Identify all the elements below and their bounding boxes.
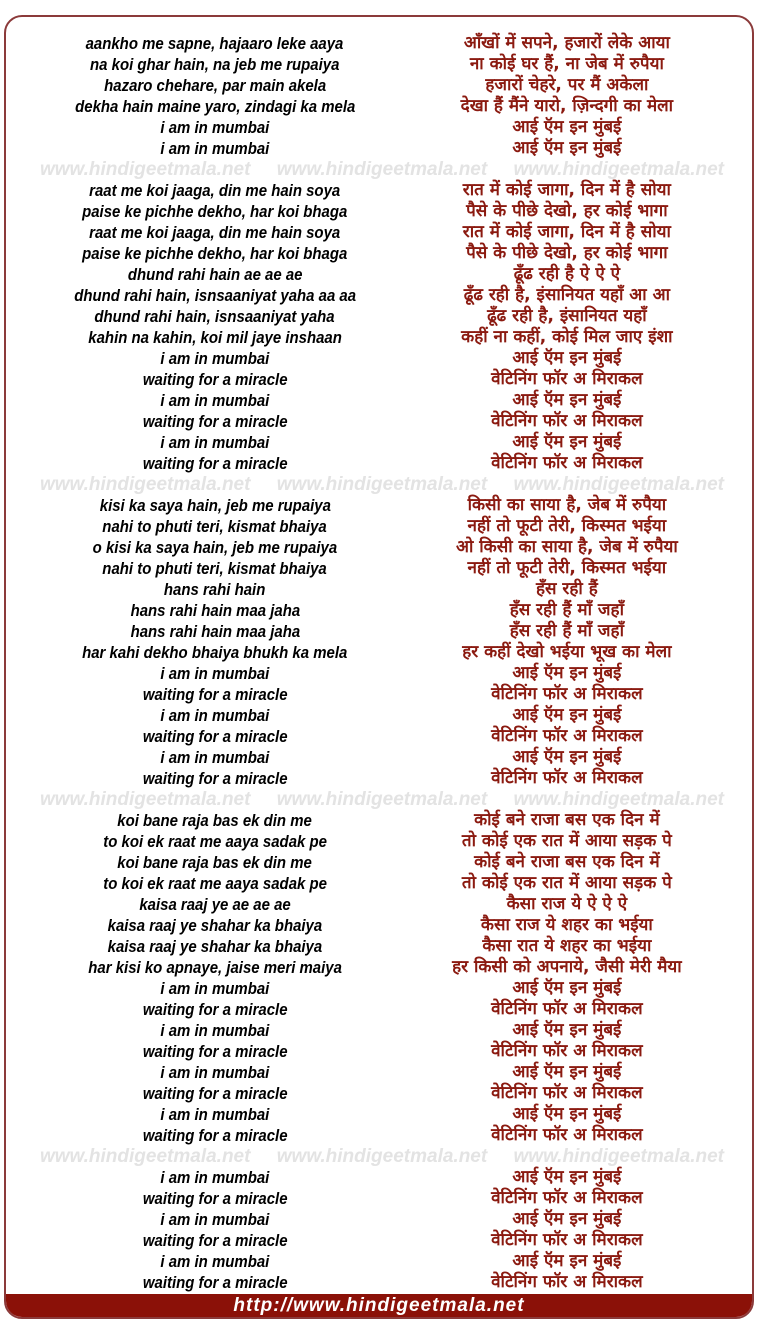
lyric-line <box>6 33 752 54</box>
lyric-devanagari: आई ऍम इन मुंबई <box>512 663 622 683</box>
lyric-devanagari: वेटिनिंग फॉर अ मिराकल <box>491 1188 643 1208</box>
lyric-transliteration: dekha hain maine yaro, zindagi ka mela <box>74 97 355 116</box>
lyric-devanagari: नहीं तो फूटी तेरी, किस्मत भईया <box>467 558 667 578</box>
lyric-devanagari: हर किसी को अपनाये, जैसी मेरी मैया <box>452 957 682 977</box>
watermark-text: www.hindigeetmala.net <box>276 474 488 495</box>
lyric-transliteration: paise ke pichhe dekho, har koi bhaga <box>82 244 348 263</box>
lyric-devanagari: आई ऍम इन मुंबई <box>512 1251 622 1271</box>
lyric-line <box>6 369 752 390</box>
watermark-text: www.hindigeetmala.net <box>513 474 724 495</box>
lyric-transliteration: i am in mumbai <box>160 664 270 683</box>
lyric-transliteration: har kahi dekho bhaiya bhukh ka mela <box>82 643 348 662</box>
lyric-devanagari: कैसा राज ये ऐ ऐ ऐ <box>506 894 628 914</box>
lyric-line <box>6 1041 752 1062</box>
lyric-line <box>6 1188 752 1209</box>
lyric-transliteration: hazaro chehare, par main akela <box>103 76 326 95</box>
lyric-line <box>6 327 752 348</box>
lyric-line <box>6 201 752 222</box>
lyric-line <box>6 516 752 537</box>
lyric-transliteration: dhund rahi hain, isnsaaniyat yaha aa aa <box>73 286 356 305</box>
lyric-transliteration: nahi to phuti teri, kismat bhaiya <box>102 559 328 578</box>
lyric-devanagari: हर कहीं देखो भईया भूख का मेला <box>462 642 672 662</box>
lyric-devanagari: आई ऍम इन मुंबई <box>512 117 622 137</box>
lyric-devanagari: आई ऍम इन मुंबई <box>512 1167 622 1187</box>
lyric-transliteration: kaisa raaj ye ae ae ae <box>139 895 291 914</box>
lyric-transliteration: i am in mumbai <box>160 1105 270 1124</box>
lyric-line <box>6 936 752 957</box>
lyric-transliteration: i am in mumbai <box>160 1021 270 1040</box>
lyric-line <box>6 1251 752 1272</box>
lyric-transliteration: na koi ghar hain, na jeb me rupaiya <box>90 55 340 74</box>
lyric-transliteration: aankho me sapne, hajaaro leke aaya <box>85 34 344 53</box>
lyric-devanagari: रात में कोई जागा, दिन में है सोया <box>462 180 671 200</box>
lyric-line <box>6 810 752 831</box>
lyric-devanagari: वेटिनिंग फॉर अ मिराकल <box>491 999 643 1019</box>
lyric-devanagari: वेटिनिंग फॉर अ मिराकल <box>491 684 643 704</box>
lyric-devanagari: आई ऍम इन मुंबई <box>512 1104 622 1124</box>
lyric-line <box>6 348 752 369</box>
lyric-transliteration: i am in mumbai <box>160 1210 270 1229</box>
lyric-transliteration: i am in mumbai <box>160 118 270 137</box>
lyric-transliteration: kahin na kahin, koi mil jaye inshaan <box>88 328 342 347</box>
lyric-line <box>6 1230 752 1251</box>
lyric-devanagari: आई ऍम इन मुंबई <box>512 1209 622 1229</box>
lyric-transliteration: kaisa raaj ye shahar ka bhaiya <box>107 937 323 956</box>
lyric-devanagari: आई ऍम इन मुंबई <box>512 348 622 368</box>
lyric-line <box>6 1125 752 1146</box>
lyric-transliteration: waiting for a miracle <box>142 1084 288 1103</box>
lyric-devanagari: कोई बने राजा बस एक दिन में <box>474 810 660 830</box>
lyric-transliteration: to koi ek raat me aaya sadak pe <box>103 832 327 851</box>
lyric-devanagari: वेटिनिंग फॉर अ मिराकल <box>491 1041 643 1061</box>
watermark-text: www.hindigeetmala.net <box>276 789 488 810</box>
lyric-transliteration: dhund rahi hain ae ae ae <box>127 265 303 284</box>
lyric-transliteration: i am in mumbai <box>160 1063 270 1082</box>
lyric-line <box>6 600 752 621</box>
watermark-text: www.hindigeetmala.net <box>40 474 251 495</box>
lyrics-container <box>6 17 752 1293</box>
lyric-devanagari: वेटिनिंग फॉर अ मिराकल <box>491 411 643 431</box>
lyric-line <box>6 264 752 285</box>
lyric-devanagari: ढूँढ रही है ऐ ऐ ऐ <box>513 264 621 284</box>
watermark-text: www.hindigeetmala.net <box>513 1146 724 1167</box>
lyric-line <box>6 495 752 516</box>
lyric-line <box>6 96 752 117</box>
lyric-transliteration: raat me koi jaaga, din me hain soya <box>89 223 341 242</box>
lyric-devanagari: आई ऍम इन मुंबई <box>512 432 622 452</box>
lyric-line <box>6 432 752 453</box>
lyric-line <box>6 75 752 96</box>
watermark-text: www.hindigeetmala.net <box>513 789 724 810</box>
lyric-devanagari: हँस रही हैं माँ जहाँ <box>509 621 624 641</box>
lyric-transliteration: waiting for a miracle <box>142 1126 288 1145</box>
lyric-line <box>6 1104 752 1125</box>
lyric-transliteration: hans rahi hain maa jaha <box>130 622 300 641</box>
lyric-transliteration: i am in mumbai <box>160 748 270 767</box>
lyric-line <box>6 117 752 138</box>
lyric-devanagari: किसी का साया है, जेब में रुपैया <box>467 495 667 515</box>
lyric-transliteration: i am in mumbai <box>160 1252 270 1271</box>
lyric-devanagari: आई ऍम इन मुंबई <box>512 705 622 725</box>
lyric-devanagari: ढूँढ रही है, इंसानियत यहाँ आ आ <box>463 285 670 305</box>
lyric-transliteration: paise ke pichhe dekho, har koi bhaga <box>82 202 348 221</box>
lyric-line <box>6 642 752 663</box>
lyric-transliteration: kaisa raaj ye shahar ka bhaiya <box>107 916 323 935</box>
lyric-line <box>6 54 752 75</box>
lyric-devanagari: आई ऍम इन मुंबई <box>512 747 622 767</box>
lyric-transliteration: har kisi ko apnaye, jaise meri maiya <box>88 958 342 977</box>
lyric-devanagari: तो कोई एक रात में आया सड़क पे <box>461 873 672 893</box>
lyric-line <box>6 621 752 642</box>
lyric-line <box>6 768 752 789</box>
lyric-transliteration: nahi to phuti teri, kismat bhaiya <box>102 517 328 536</box>
lyric-transliteration: koi bane raja bas ek din me <box>117 811 313 830</box>
lyric-devanagari: वेटिनिंग फॉर अ मिराकल <box>491 1230 643 1250</box>
lyric-devanagari: कैसा राज ये शहर का भईया <box>480 915 653 935</box>
lyric-line <box>6 684 752 705</box>
lyric-transliteration: waiting for a miracle <box>142 412 288 431</box>
lyric-devanagari: वेटिनिंग फॉर अ मिराकल <box>491 726 643 746</box>
lyric-devanagari: वेटिनिंग फॉर अ मिराकल <box>491 453 643 473</box>
lyric-devanagari: ढूँढ रही है, इंसानियत यहाँ <box>487 306 647 326</box>
lyric-transliteration: waiting for a miracle <box>142 727 288 746</box>
lyric-line <box>6 1272 752 1293</box>
lyric-line <box>6 1062 752 1083</box>
lyric-devanagari: आँखों में सपने, हजारों लेके आया <box>463 33 670 53</box>
lyric-transliteration: kisi ka saya hain, jeb me rupaiya <box>99 496 331 515</box>
lyric-devanagari: ना कोई घर हैं, ना जेब में रुपैया <box>469 54 664 74</box>
lyric-devanagari: आई ऍम इन मुंबई <box>512 138 622 158</box>
lyric-transliteration: i am in mumbai <box>160 433 270 452</box>
lyric-devanagari: वेटिनिंग फॉर अ मिराकल <box>491 369 643 389</box>
page-border-frame <box>4 15 754 1319</box>
lyric-line <box>6 894 752 915</box>
footer-bar <box>6 1294 752 1317</box>
lyric-transliteration: hans rahi hain <box>164 580 266 599</box>
lyric-transliteration: i am in mumbai <box>160 391 270 410</box>
lyric-line <box>6 579 752 600</box>
lyric-devanagari: कहीं ना कहीं, कोई मिल जाए इंशा <box>461 327 673 347</box>
lyric-devanagari: कोई बने राजा बस एक दिन में <box>474 852 660 872</box>
lyric-transliteration: waiting for a miracle <box>142 370 288 389</box>
watermark-text: www.hindigeetmala.net <box>276 159 488 180</box>
watermark-row <box>6 159 752 180</box>
lyric-line <box>6 852 752 873</box>
lyric-line <box>6 705 752 726</box>
lyric-transliteration: waiting for a miracle <box>142 1000 288 1019</box>
watermark-text: www.hindigeetmala.net <box>276 1146 488 1167</box>
lyric-devanagari: हँस रही हैं <box>535 579 598 599</box>
lyric-devanagari: रात में कोई जागा, दिन में है सोया <box>462 222 671 242</box>
lyric-devanagari: आई ऍम इन मुंबई <box>512 1062 622 1082</box>
lyric-transliteration: i am in mumbai <box>160 349 270 368</box>
lyric-transliteration: i am in mumbai <box>160 979 270 998</box>
lyric-transliteration: waiting for a miracle <box>142 1273 288 1292</box>
lyric-devanagari: तो कोई एक रात में आया सड़क पे <box>461 831 672 851</box>
lyric-devanagari: हजारों चेहरे, पर मैं अकेला <box>485 75 649 95</box>
lyric-line <box>6 1083 752 1104</box>
lyric-line <box>6 663 752 684</box>
lyric-line <box>6 999 752 1020</box>
lyric-transliteration: i am in mumbai <box>160 706 270 725</box>
lyric-line <box>6 306 752 327</box>
lyric-line <box>6 1209 752 1230</box>
lyric-transliteration: dhund rahi hain, isnsaaniyat yaha <box>94 307 335 326</box>
lyric-line <box>6 138 752 159</box>
lyric-transliteration: waiting for a miracle <box>142 1231 288 1250</box>
lyric-transliteration: o kisi ka saya hain, jeb me rupaiya <box>92 538 338 557</box>
lyric-line <box>6 957 752 978</box>
lyric-transliteration: waiting for a miracle <box>142 685 288 704</box>
lyric-line <box>6 537 752 558</box>
lyric-devanagari: वेटिनिंग फॉर अ मिराकल <box>491 1272 643 1292</box>
lyric-devanagari: पैसे के पीछे देखो, हर कोई भागा <box>466 201 668 221</box>
lyric-transliteration: i am in mumbai <box>160 139 270 158</box>
lyric-line <box>6 747 752 768</box>
lyric-line <box>6 915 752 936</box>
lyric-line <box>6 558 752 579</box>
watermark-row <box>6 1146 752 1167</box>
lyric-line <box>6 1167 752 1188</box>
lyric-line <box>6 180 752 201</box>
lyric-transliteration: waiting for a miracle <box>142 1189 288 1208</box>
lyric-line <box>6 1020 752 1041</box>
lyric-devanagari: देखा हैं मैंने यारो, ज़िन्दगी का मेला <box>460 96 674 116</box>
lyric-line <box>6 831 752 852</box>
lyric-transliteration: waiting for a miracle <box>142 769 288 788</box>
watermark-text: www.hindigeetmala.net <box>40 789 251 810</box>
lyric-devanagari: वेटिनिंग फॉर अ मिराकल <box>491 1125 643 1145</box>
lyric-line <box>6 978 752 999</box>
lyric-devanagari: आई ऍम इन मुंबई <box>512 978 622 998</box>
watermark-row <box>6 474 752 495</box>
lyric-devanagari: नहीं तो फूटी तेरी, किस्मत भईया <box>467 516 667 536</box>
lyric-devanagari: वेटिनिंग फॉर अ मिराकल <box>491 1083 643 1103</box>
lyric-line <box>6 411 752 432</box>
watermark-row <box>6 789 752 810</box>
lyric-devanagari: वेटिनिंग फॉर अ मिराकल <box>491 768 643 788</box>
lyric-line <box>6 390 752 411</box>
watermark-text: www.hindigeetmala.net <box>513 159 724 180</box>
lyric-line <box>6 873 752 894</box>
lyric-devanagari: ओ किसी का साया है, जेब में रुपैया <box>455 537 678 557</box>
lyric-line <box>6 285 752 306</box>
lyric-transliteration: waiting for a miracle <box>142 1042 288 1061</box>
footer-url-link[interactable]: http://www.hindigeetmala.net <box>233 1295 525 1316</box>
lyric-line <box>6 222 752 243</box>
lyric-transliteration: i am in mumbai <box>160 1168 270 1187</box>
lyric-transliteration: to koi ek raat me aaya sadak pe <box>103 874 327 893</box>
lyric-transliteration: raat me koi jaaga, din me hain soya <box>89 181 341 200</box>
lyric-line <box>6 726 752 747</box>
lyric-transliteration: koi bane raja bas ek din me <box>117 853 313 872</box>
lyric-line <box>6 243 752 264</box>
lyric-devanagari: हँस रही हैं माँ जहाँ <box>509 600 624 620</box>
lyric-line <box>6 453 752 474</box>
watermark-text: www.hindigeetmala.net <box>40 1146 251 1167</box>
lyric-devanagari: आई ऍम इन मुंबई <box>512 1020 622 1040</box>
lyric-transliteration: waiting for a miracle <box>142 454 288 473</box>
lyric-devanagari: कैसा रात ये शहर का भईया <box>482 936 652 956</box>
lyric-devanagari: पैसे के पीछे देखो, हर कोई भागा <box>466 243 668 263</box>
lyric-transliteration: hans rahi hain maa jaha <box>130 601 300 620</box>
watermark-text: www.hindigeetmala.net <box>40 159 251 180</box>
lyric-devanagari: आई ऍम इन मुंबई <box>512 390 622 410</box>
